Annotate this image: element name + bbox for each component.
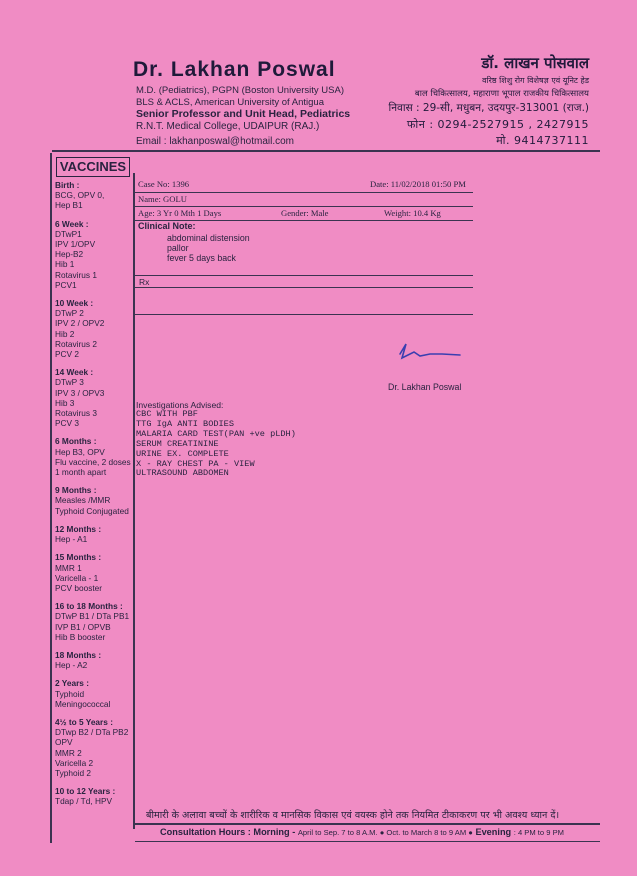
vaccine-group (55, 367, 137, 428)
vaccine-group-heading: 14 Week : (55, 367, 94, 378)
vaccine-item: DTwP1 (55, 228, 82, 239)
vaccine-group (55, 219, 137, 290)
consultation-label: Consultation Hours : (160, 827, 251, 837)
patient-name: Name: GOLU (138, 194, 187, 204)
vaccine-item: Hep - A2 (55, 660, 88, 671)
phone-hindi: फोन : 0294-2527915 , 2427915 (406, 118, 589, 131)
morning-hours: April to Sep. 7 to 8 A.M. ● Oct. to March 8 to 9 AM ● (297, 828, 473, 837)
doctor-email: Email : lakhanposwal@hotmail.com (136, 136, 294, 147)
vaccine-item: IVP B1 / OPVB (55, 621, 111, 632)
vaccine-item: MMR 2 (55, 747, 82, 758)
vaccine-group-heading: 16 to 18 Months : (55, 601, 123, 612)
vaccine-item: PCV 3 (55, 418, 79, 429)
vaccine-item: Varicella - 1 (55, 572, 99, 583)
investigation-item: X - RAY CHEST PA - VIEW (136, 458, 255, 469)
doctor-qualifications: M.D. (Pediatrics), PGPN (Boston University USA) (136, 85, 344, 96)
vaccine-item: Hep - A1 (55, 534, 88, 545)
footer-divider (135, 823, 600, 825)
vaccine-group-heading: 10 to 12 Years : (55, 786, 116, 797)
mobile-hindi: मो. 9414737111 (496, 134, 589, 147)
vaccine-item: OPV (55, 737, 73, 748)
signature-name: Dr. Lakhan Poswal (388, 382, 462, 392)
vaccine-item: DTwp B2 / DTa PB2 (55, 727, 129, 738)
vaccine-item: Typhoid 2 (55, 767, 91, 778)
vaccine-item: DTwP 3 (55, 377, 84, 388)
vaccine-item: Rotavirus 3 (55, 408, 97, 419)
investigation-item: URINE EX. COMPLETE (136, 448, 229, 459)
vaccine-group-heading: 18 Months : (55, 649, 102, 660)
clinical-note-label: Clinical Note: (138, 221, 196, 231)
vaccine-item: Varicella 2 (55, 757, 94, 768)
case-date: Date: 11/02/2018 01:50 PM (370, 179, 466, 189)
vaccine-group-heading: 6 Months : (55, 436, 97, 447)
vaccine-group (55, 436, 137, 477)
vaccine-item: Hib 3 (55, 397, 75, 408)
vaccine-item: PCV booster (55, 582, 103, 593)
vaccine-group-heading: 4½ to 5 Years : (55, 716, 113, 727)
vaccine-item: PCV 2 (55, 349, 79, 360)
vaccine-group (55, 180, 137, 211)
row-divider (135, 206, 473, 207)
row-divider (135, 275, 473, 276)
row-divider (135, 314, 473, 315)
vaccine-item: Rotavirus 2 (55, 338, 97, 349)
vaccine-group-heading: 2 Years : (55, 678, 89, 689)
footer-hindi-note: बीमारी के अलावा बच्चों के शारीरिक व मानसिक विकास एवं वयस्क होने तक नियमित टीकाकरण पर भी अवश्य ध्यान दें। (146, 810, 560, 821)
row-divider (135, 192, 473, 193)
vaccine-item: Rotavirus 1 (55, 269, 97, 280)
vaccines-title: VACCINES (56, 157, 130, 177)
vaccine-item: Hib 2 (55, 328, 75, 339)
vaccine-item: IPV 1/OPV (55, 239, 96, 250)
patient-weight: Weight: 10.4 Kg (384, 208, 441, 218)
patient-age: Age: 3 Yr 0 Mth 1 Days (138, 208, 222, 218)
address-hindi: निवास : 29-सी, मधुबन, उदयपुर-313001 (राज.) (388, 102, 589, 114)
vaccine-item: Hep B3, OPV (55, 446, 105, 457)
vaccine-group-heading: 12 Months : (55, 523, 102, 534)
signature-mark (380, 336, 470, 366)
investigation-item: MALARIA CARD TEST(PAN +ve pLDH) (136, 428, 296, 439)
investigation-item: TTG IgA ANTI BODIES (136, 418, 234, 429)
investigation-item: ULTRASOUND ABDOMEN (136, 468, 229, 479)
header-divider (52, 150, 600, 152)
vaccine-group-heading: 6 Week : (55, 218, 89, 229)
content-left-border (133, 173, 135, 829)
vaccine-group (55, 717, 137, 778)
doctor-title-hindi: वरिष्ठ शिशु रोग विशेषज्ञ एवं यूनिट हेड (482, 76, 589, 85)
vaccine-group-heading: 15 Months : (55, 552, 102, 563)
morning-label: Morning - (253, 827, 296, 837)
doctor-name-hindi: डॉ. लाखन पोसवाल (481, 54, 589, 72)
vaccine-item: DTwP B1 / DTa PB1 (55, 611, 130, 622)
vaccine-schedule (55, 180, 137, 815)
vaccine-item: IPV 3 / OPV3 (55, 387, 105, 398)
doctor-certification: BLS & ACLS, American University of Antigua (136, 97, 324, 108)
rx-label: Rx (139, 277, 150, 287)
investigation-item: SERUM CREATININE (136, 438, 219, 449)
case-number: Case No: 1396 (138, 179, 190, 189)
vaccine-item: IPV 2 / OPV2 (55, 318, 105, 329)
vaccine-item: Hib B booster (55, 631, 106, 642)
clinical-notes (167, 233, 250, 263)
clinical-note-item: pallor (167, 243, 189, 253)
vaccine-item: Hib 1 (55, 259, 75, 270)
vaccine-group (55, 552, 137, 593)
vaccine-group (55, 601, 137, 642)
investigations-label: Investigations Advised: (136, 400, 224, 410)
vaccine-group (55, 650, 137, 670)
consultation-hours (160, 827, 564, 837)
vaccine-item: Typhoid Conjugated (55, 505, 129, 516)
vaccine-item: Flu vaccine, 2 doses (55, 456, 131, 467)
evening-label: Evening (475, 827, 512, 837)
vaccine-group-heading: 9 Months : (55, 485, 97, 496)
vaccine-item: Hep B1 (55, 200, 83, 211)
vaccine-item: Typhoid (55, 688, 85, 699)
clinical-note-item: abdominal distension (167, 233, 250, 243)
vaccine-group (55, 298, 137, 359)
vaccine-item: 1 month apart (55, 467, 107, 478)
doctor-designation: Senior Professor and Unit Head, Pediatrics (136, 108, 351, 120)
vaccine-group (55, 485, 137, 516)
vaccine-item: DTwP 2 (55, 308, 84, 319)
vaccine-group (55, 786, 137, 806)
investigation-item: CBC WITH PBF (136, 409, 198, 419)
vaccine-group (55, 678, 137, 709)
clinical-note-item: fever 5 days back (167, 253, 236, 263)
footer-bottom-divider (135, 841, 600, 842)
vaccine-item: Meningococcal (55, 698, 111, 709)
row-divider (135, 287, 473, 288)
doctor-name: Dr. Lakhan Poswal (133, 58, 336, 81)
vaccine-item: MMR 1 (55, 562, 82, 573)
vaccine-item: BCG, OPV 0, (55, 190, 105, 201)
hospital-hindi: बाल चिकित्सालय, महाराणा भूपाल राजकीय चिकित्सालय (414, 89, 589, 99)
vaccine-item: Hep-B2 (55, 249, 84, 260)
patient-gender: Gender: Male (281, 208, 329, 218)
vaccine-item: Measles /MMR (55, 495, 111, 506)
investigations-list (136, 410, 296, 479)
vaccine-column-divider (50, 153, 52, 843)
vaccine-group-heading: Birth : (55, 180, 80, 190)
vaccine-group (55, 524, 137, 544)
doctor-college: R.N.T. Medical College, UDAIPUR (RAJ.) (136, 121, 320, 132)
vaccine-item: Tdap / Td, HPV (55, 796, 113, 807)
evening-hours: : 4 PM to 9 PM (513, 828, 564, 837)
vaccine-group-heading: 10 Week : (55, 298, 94, 309)
vaccine-item: PCV1 (55, 279, 77, 290)
